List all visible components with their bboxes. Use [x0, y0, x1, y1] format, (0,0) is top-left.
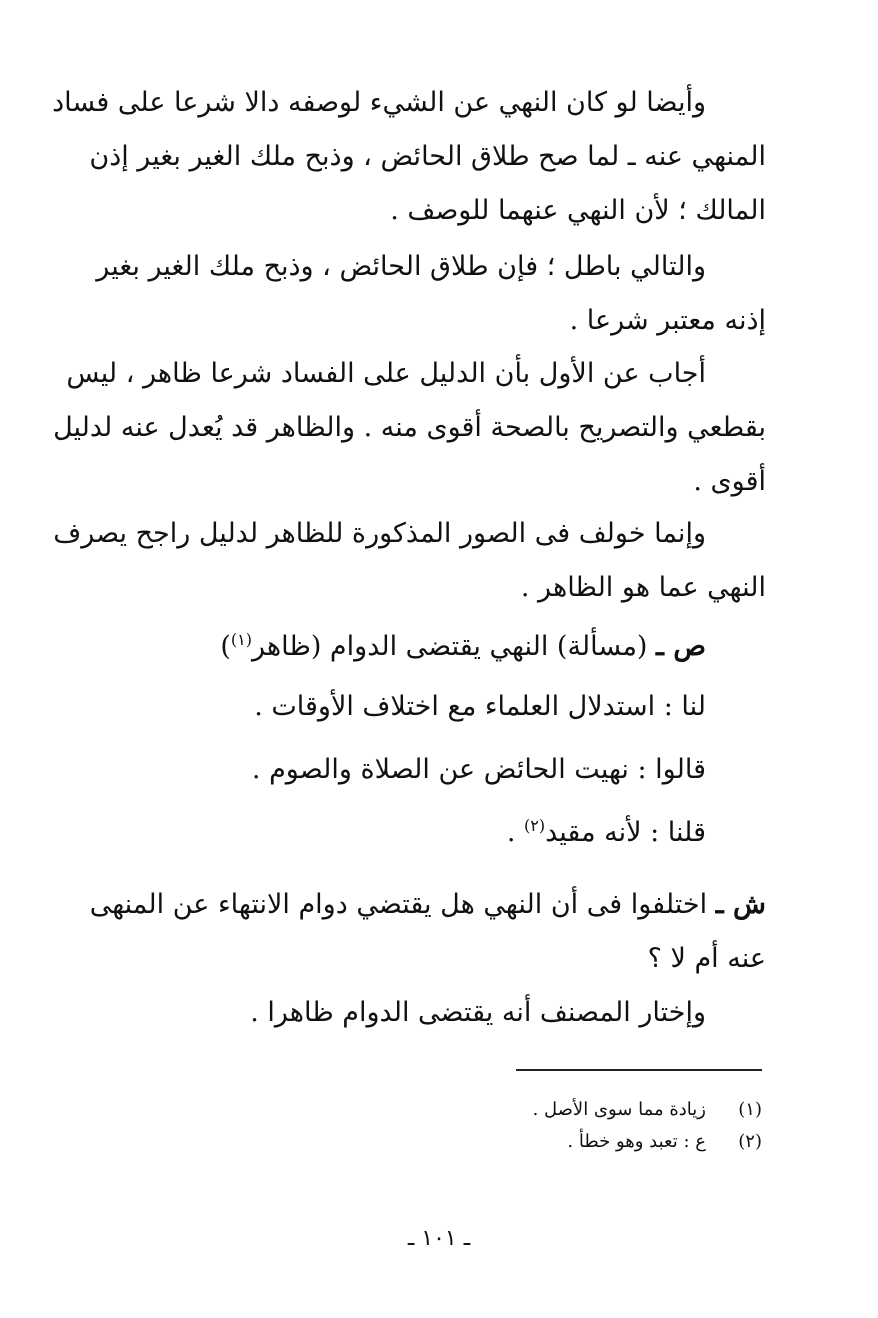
matn-text: (مسألة) النهي يقتضى الدوام (ظاهر — [251, 631, 648, 662]
commentary-text: اختلفوا فى أن النهي هل يقتضي دوام الانتهاء عن المنهى — [89, 889, 708, 920]
paragraph-line: إذنه معتبر شرعا . — [569, 305, 766, 336]
paragraph-line: بقطعي والتصريح بالصحة أقوى منه . والظاهر قد يُعدل عنه لدليل — [53, 412, 766, 443]
closing-paren: ) — [220, 631, 231, 662]
paragraph-3 — [53, 347, 766, 509]
paragraph-line — [96, 620, 766, 674]
paragraph-line: المنهي عنه ـ لما صح طلاق الحائض ، وذبح ملك الغير بغير إذن — [89, 141, 766, 172]
paragraph-4 — [53, 507, 766, 615]
footnotes — [262, 1094, 762, 1158]
paragraph-line: وإنما خولف فى الصور المذكورة للظاهر لدليل راجح يصرف — [53, 518, 706, 549]
paragraph-line: وإختار المصنف أنه يقتضى الدوام ظاهرا . — [250, 997, 706, 1028]
paragraph-line: أقوى . — [693, 466, 766, 497]
paragraph-2 — [96, 240, 766, 348]
response-period: . — [506, 817, 524, 848]
paragraph-line: المالك ؛ لأن النهي عنهما للوصف . — [390, 195, 766, 226]
footnote-text: زيادة مما سوى الأصل . — [532, 1099, 706, 1120]
response-text: قلنا : لأنه مقيد — [545, 817, 706, 848]
matn-issue-statement — [96, 620, 766, 674]
paragraph-line: والتالي باطل ؛ فإن طلاق الحائض ، وذبح ملك الغير بغير — [96, 251, 706, 282]
objection — [96, 743, 766, 797]
page-number: ـ ١٠١ ـ — [407, 1226, 471, 1251]
paragraph-line: النهي عما هو الظاهر . — [520, 572, 766, 603]
paragraph-10 — [96, 986, 766, 1040]
paragraph-line: لنا : استدلال العلماء مع اختلاف الأوقات . — [254, 691, 706, 722]
paragraph-line: أجاب عن الأول بأن الدليل على الفساد شرعا ظاهر ، ليس — [66, 358, 706, 389]
paragraph-1 — [52, 76, 766, 238]
paragraph-line: عنه أم لا ؟ — [647, 943, 766, 974]
footnote-number: (٢) — [738, 1131, 762, 1152]
footnote-ref-2: (٢) — [524, 816, 546, 835]
footnote-ref-1: (١) — [230, 630, 252, 649]
footnote-text: ع : تعبد وهو خطأ . — [567, 1131, 706, 1152]
argument-for — [96, 680, 766, 734]
paragraph-line — [89, 878, 766, 932]
response — [96, 806, 766, 860]
footnote-2 — [262, 1126, 762, 1158]
footnote-1 — [262, 1094, 762, 1126]
footnote-divider — [516, 1069, 762, 1071]
commentary-marker: ش ـ — [715, 889, 766, 920]
paragraph-line — [96, 806, 766, 860]
matn-marker: ص ـ — [656, 631, 706, 662]
footnote-number: (١) — [738, 1099, 762, 1120]
paragraph-line: وأيضا لو كان النهي عن الشيء لوصفه دالا شرعا على فساد — [52, 87, 706, 118]
paragraph-line: قالوا : نهيت الحائض عن الصلاة والصوم . — [251, 754, 706, 785]
commentary-paragraph — [89, 878, 766, 986]
